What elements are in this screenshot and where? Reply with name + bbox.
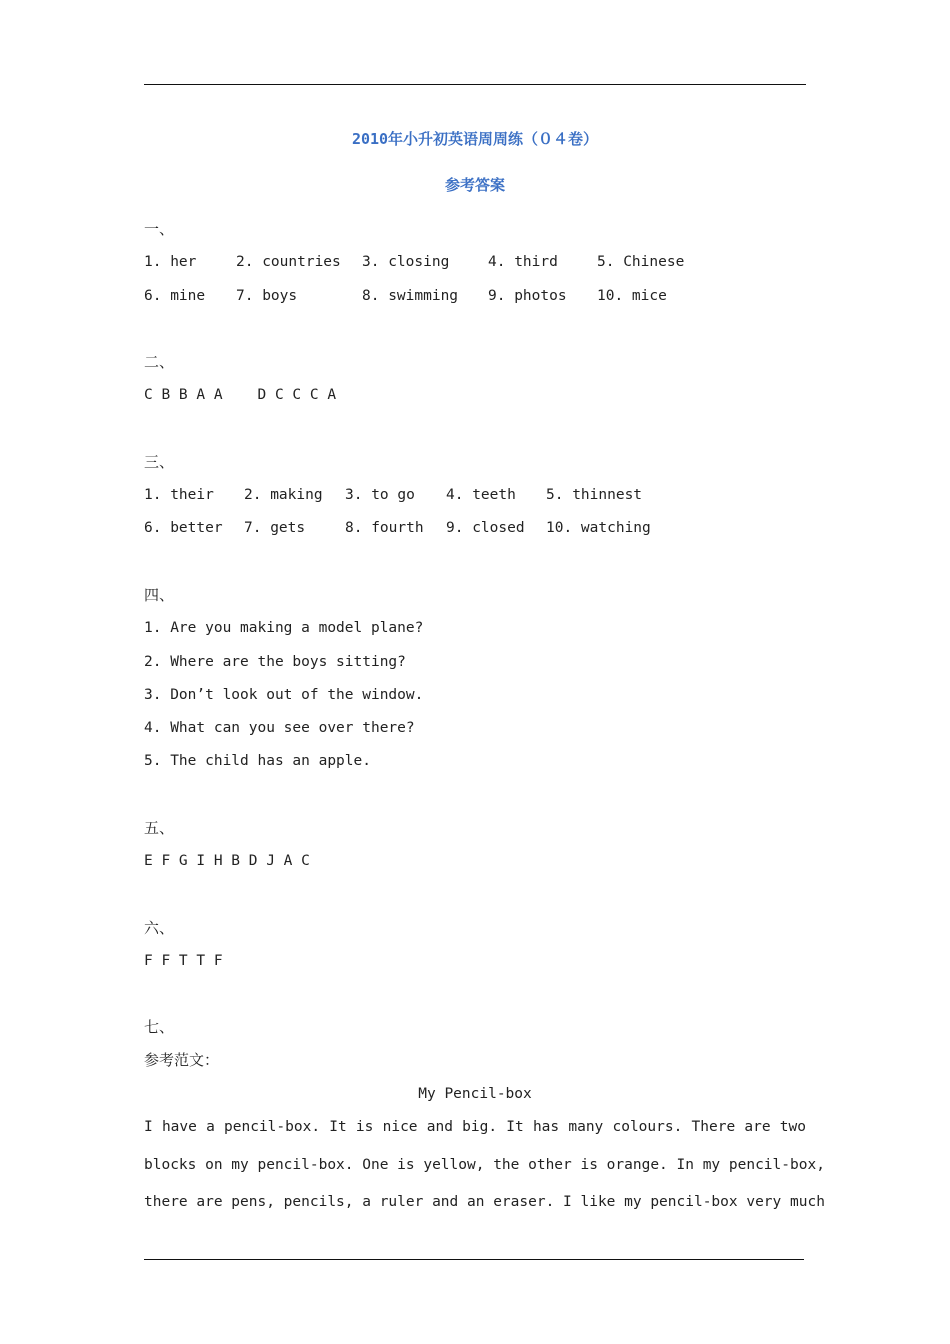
answer-item: 9. photos (488, 288, 567, 304)
answer-sentence: 1. Are you making a model plane? (144, 620, 424, 636)
section-2-heading: 二、 (144, 353, 175, 371)
answer-sentence: 5. The child has an apple. (144, 753, 371, 769)
answer-sentence: 2. Where are the boys sitting? (144, 654, 406, 670)
answer-line: E F G I H B D J A C (144, 853, 310, 869)
section-1-heading: 一、 (144, 220, 175, 238)
sample-essay-label: 参考范文： (144, 1051, 220, 1069)
answer-sentence: 3. Don’t look out of the window. (144, 687, 424, 703)
answer-item: 4. teeth (446, 487, 516, 503)
answer-line: F F T T F (144, 953, 223, 969)
answer-item: 7. boys (236, 288, 298, 304)
answer-item: 2. countries (236, 254, 341, 270)
essay-line: I have a pencil-box. It is nice and big. It has many colours. There are two (144, 1119, 806, 1135)
answer-item: 10. mice (597, 288, 667, 304)
header-rule (144, 84, 806, 85)
answer-item: 5. Chinese (597, 254, 685, 270)
section-7-heading: 七、 (144, 1018, 175, 1036)
answer-item: 7. gets (244, 520, 306, 536)
essay-line: there are pens, pencils, a ruler and an eraser. I like my pencil-box very much (144, 1194, 825, 1210)
answer-item: 1. her (144, 254, 197, 270)
answer-item: 1. their (144, 487, 214, 503)
document-subtitle: 参考答案 (444, 176, 505, 194)
section-4-heading: 四、 (144, 586, 175, 604)
answer-item: 6. better (144, 520, 223, 536)
section-5-heading: 五、 (144, 819, 175, 837)
answer-item: 8. fourth (345, 520, 424, 536)
answer-item: 4. third (488, 254, 558, 270)
essay-title: My Pencil-box (418, 1086, 532, 1102)
answer-item: 9. closed (446, 520, 525, 536)
essay-line: blocks on my pencil-box. One is yellow, the other is orange. In my pencil-box, (144, 1157, 825, 1173)
answer-item: 6. mine (144, 288, 206, 304)
answer-line: C B B A A D C C C A (144, 387, 337, 403)
answer-sentence: 4. What can you see over there? (144, 720, 415, 736)
section-6-heading: 六、 (144, 919, 175, 937)
answer-item: 3. closing (362, 254, 450, 270)
footer-rule (144, 1259, 804, 1260)
answer-item: 10. watching (546, 520, 651, 536)
section-3-heading: 三、 (144, 453, 175, 471)
answer-item: 2. making (244, 487, 323, 503)
answer-item: 8. swimming (362, 288, 459, 304)
document-title: 2010年小升初英语周周练（０４卷） (351, 130, 599, 148)
answer-item: 3. to go (345, 487, 415, 503)
answer-item: 5. thinnest (546, 487, 643, 503)
